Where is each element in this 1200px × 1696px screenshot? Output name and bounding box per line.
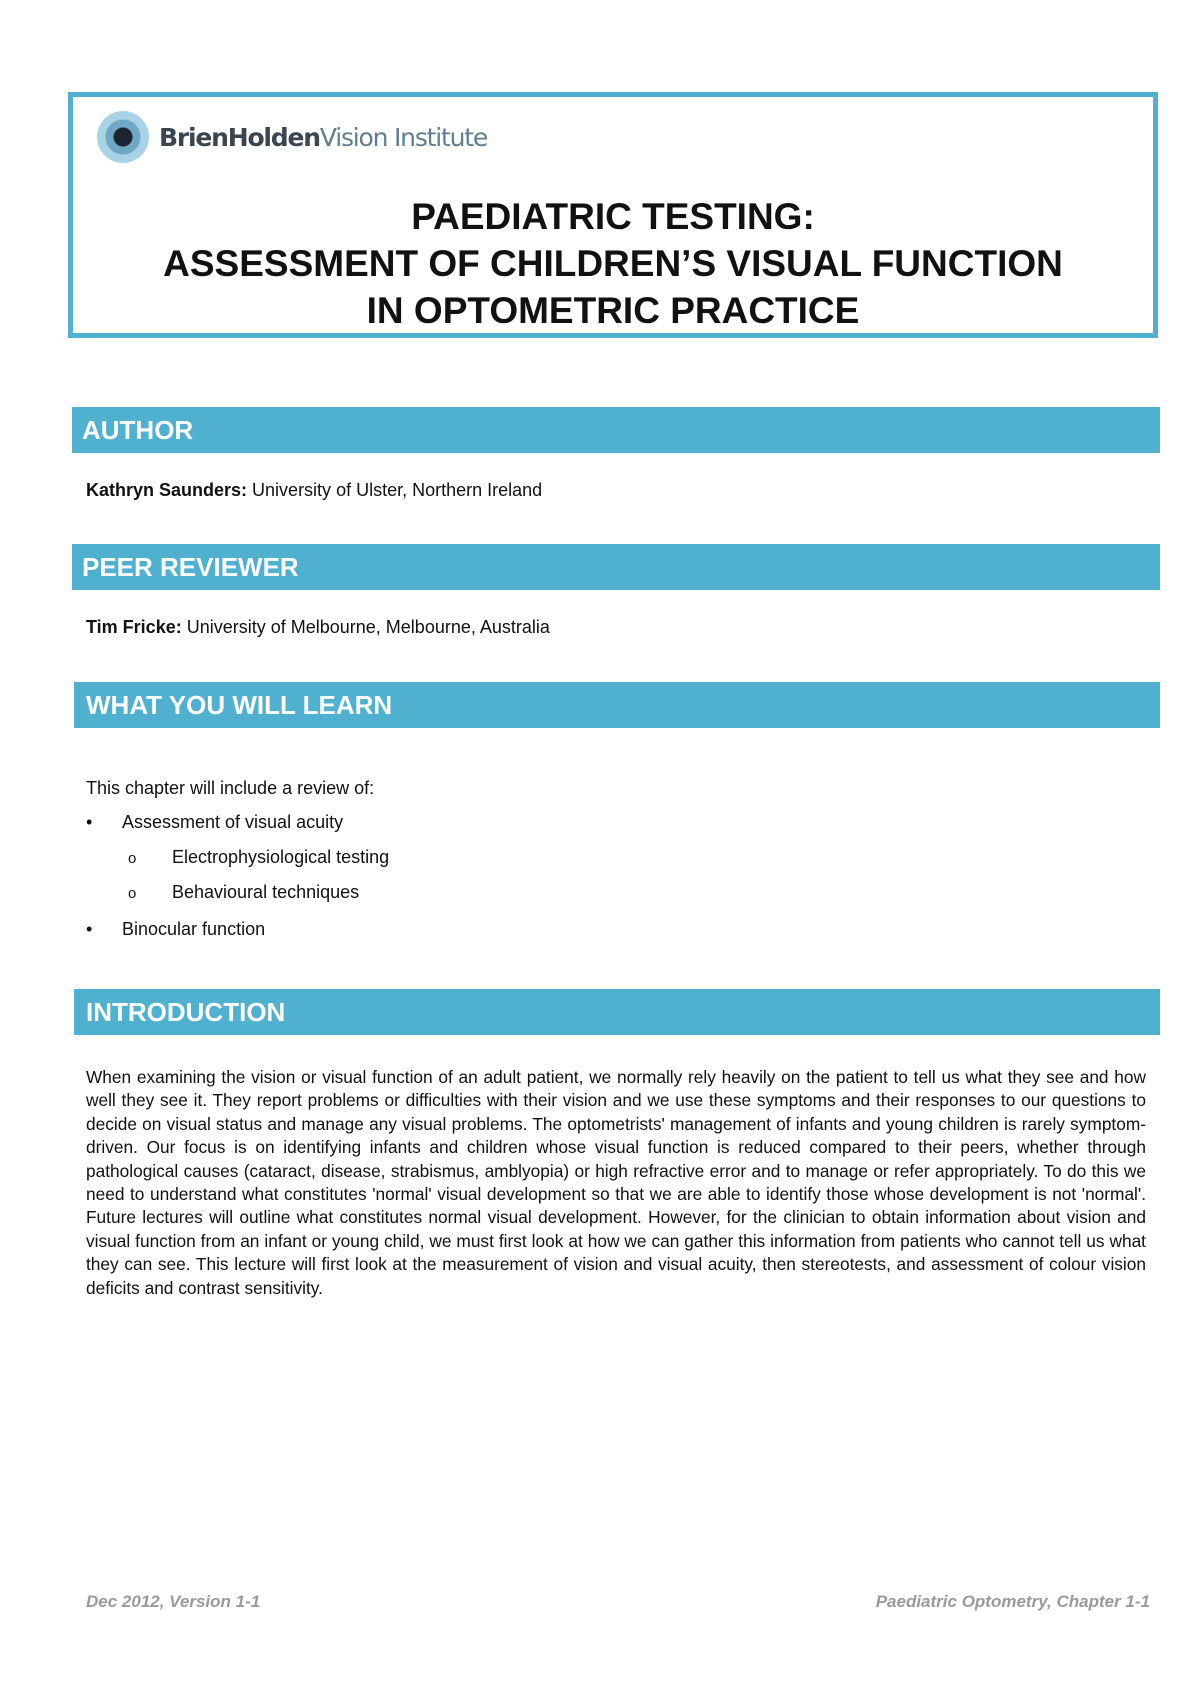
- bullet-icon: •: [86, 812, 93, 832]
- list-item-text: Electrophysiological testing: [172, 847, 390, 867]
- introduction-body: When examining the vision or visual function of an adult patient, we normally rely heavily on the patient to tell us what they see and how well they see it. They report problems or difficulties with their vision and we use these symptoms and their responses to our questions to decide on visual status and manage any visual problems. The optometrists' management of infants and young children is rarely symptom-driven. Our focus is on identifying infants and children whose visual function is reduced compared to their peers, whether through pathological causes (cataract, disease, strabismus, amblyopia) or high refractive error and to manage or refer appropriately. To do this we need to understand what constitutes 'normal' visual development so that we are able to identify those whose development is not 'normal'. Future lectures will outline what constitutes normal visual development. However, for the clinician to obtain information about vision and visual function from an infant or young child, we must first look at how we can gather this information from patients who cannot tell us what they can see. This lecture will first look at the measurement of vision and visual acuity, then stereotests, and assessment of colour vision deficits and contrast sensitivity.: [86, 1067, 1146, 1298]
- peer-reviewer-name: Tim Fricke:: [86, 617, 182, 637]
- author-heading: AUTHOR: [72, 407, 1160, 453]
- list-item-text: Behavioural techniques: [172, 882, 360, 902]
- footer-date-version: Dec 2012, Version 1-1: [86, 1592, 261, 1611]
- introduction-heading: INTRODUCTION: [74, 989, 1160, 1035]
- peer-reviewer-affiliation: University of Melbourne, Melbourne, Australia: [181, 617, 550, 637]
- sub-bullet-icon: o: [128, 885, 137, 902]
- list-item-text: Assessment of visual acuity: [122, 812, 344, 832]
- author-entry: [86, 480, 542, 501]
- learn-intro-text: This chapter will include a review of:: [86, 778, 375, 798]
- sub-bullet-icon: o: [128, 850, 137, 867]
- title-line-1: PAEDIATRIC TESTING:: [411, 196, 815, 237]
- learn-heading: WHAT YOU WILL LEARN: [74, 682, 1160, 728]
- peer-reviewer-entry: [86, 617, 550, 638]
- list-item-text: Binocular function: [122, 919, 266, 939]
- bullet-icon: •: [86, 919, 93, 939]
- title-line-3: IN OPTOMETRIC PRACTICE: [366, 290, 860, 331]
- title-line-2: ASSESSMENT OF CHILDREN’S VISUAL FUNCTION: [163, 243, 1063, 284]
- author-name: Kathryn Saunders:: [86, 480, 248, 500]
- document-title: [73, 193, 1153, 334]
- author-affiliation: University of Ulster, Northern Ireland: [247, 480, 543, 500]
- peer-reviewer-heading: PEER REVIEWER: [72, 544, 1160, 590]
- brien-holden-logo: [97, 111, 487, 163]
- logo-wordmark: BrienHoldenVision Institute: [159, 122, 488, 152]
- footer-chapter: Paediatric Optometry, Chapter 1-1: [875, 1592, 1150, 1611]
- title-box: [68, 92, 1158, 338]
- eye-logo-icon: [97, 111, 149, 163]
